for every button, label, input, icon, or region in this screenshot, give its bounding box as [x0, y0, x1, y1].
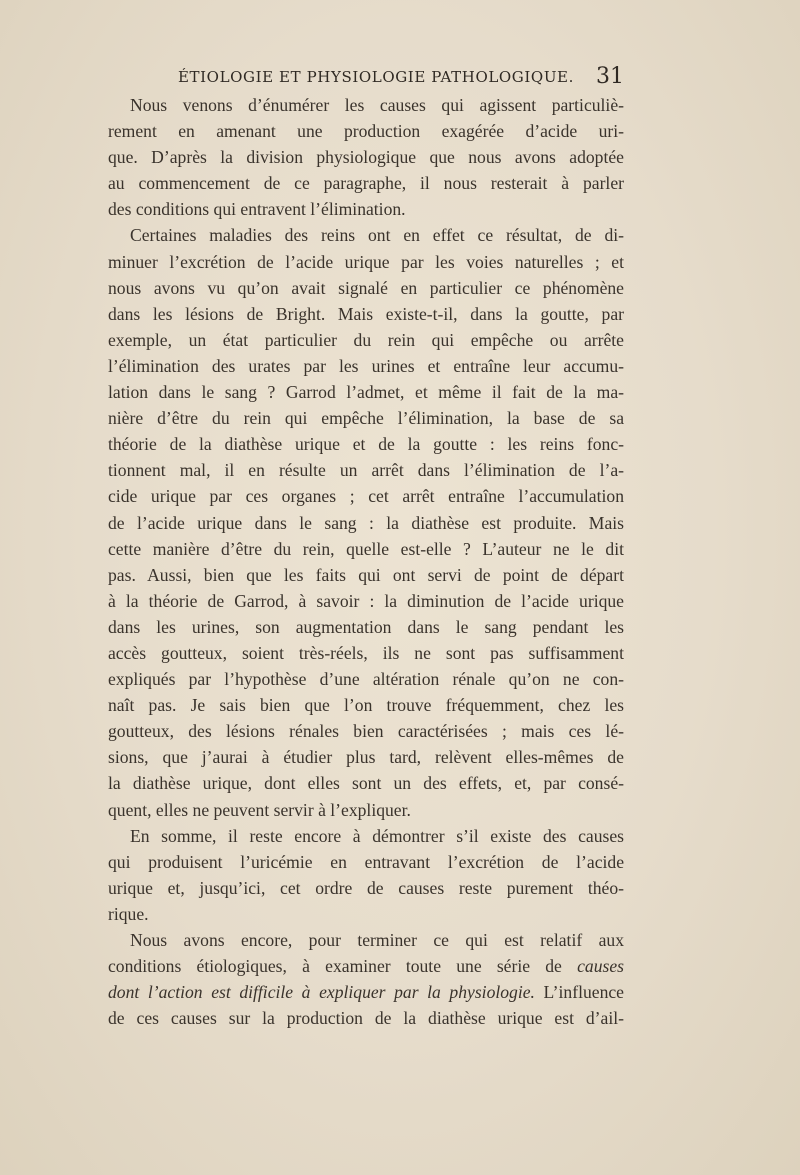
text-line: tionnent mal, il en résulte un arrêt dans l’élimination de l’a-: [108, 460, 624, 481]
text-line: naît pas. Je sais bien que l’on trouve fréquemment, chez les: [108, 695, 624, 716]
text-line-with-italic: [108, 979, 624, 1005]
text-line: pas. Aussi, bien que les faits qui ont servi de point de départ: [108, 564, 624, 585]
text-line: accès goutteux, soient très-réels, ils ne sont pas suffisamment: [108, 642, 624, 663]
text-line: Nous avons encore, pour terminer ce qui est relatif aux: [130, 930, 624, 950]
body-text: [108, 92, 624, 1031]
text-line: dans les urines, son augmentation dans le sang pendant les: [108, 616, 624, 637]
running-title: ÉTIOLOGIE ET PHYSIOLOGIE PATHOLOGIQUE.: [178, 68, 574, 86]
text-line: minuer l’excrétion de l’acide urique par les voies naturelles ; et: [108, 251, 624, 272]
text-line: goutteux, des lésions rénales bien caractérisées ; mais ces lé-: [108, 721, 624, 742]
text-line: théorie de la diathèse urique et de la goutte : les reins fonc-: [108, 434, 624, 455]
text-line: la diathèse urique, dont elles sont un des effets, et, par consé-: [108, 773, 624, 794]
text-line: nous avons vu qu’on avait signalé en particulier ce phénomène: [108, 277, 624, 298]
italic-text: dont l’action est difficile à expliquer par la physiologie.: [108, 982, 535, 1003]
text-line: qui produisent l’uricémie en entravant l’excrétion de l’acide: [108, 851, 624, 872]
text-line: exemple, un état particulier du rein qui empêche ou arrête: [108, 329, 624, 350]
text-line: dans les lésions de Bright. Mais existe-t-il, dans la goutte, par: [108, 303, 624, 324]
text-line: rique.: [108, 903, 149, 924]
page-number: 31: [596, 64, 624, 89]
text-line: l’élimination des urates par les urines et entraîne leur accumu-: [108, 355, 624, 376]
italic-text: causes: [577, 956, 624, 977]
line-text: conditions étiologiques, à examiner toute une série de: [108, 956, 578, 977]
text-line: de ces causes sur la production de la diathèse urique est d’ail-: [108, 1008, 624, 1029]
text-line-with-italic: [108, 953, 624, 979]
text-line: lation dans le sang ? Garrod l’admet, et même il fait de la ma-: [108, 382, 624, 403]
text-line: Certaines maladies des reins ont en effet ce résultat, de di-: [130, 225, 624, 246]
text-line: des conditions qui entravent l’élimination.: [108, 199, 406, 220]
text-line: rement en amenant une production exagérée d’acide uri-: [108, 121, 624, 142]
text-line: à la théorie de Garrod, à savoir : la diminution de l’acide urique: [108, 590, 624, 611]
text-line: cette manière d’être du rein, quelle est-elle ? L’auteur ne le dit: [108, 538, 624, 559]
text-line: urique et, jusqu’ici, cet ordre de causes reste purement théo-: [108, 877, 624, 898]
text-line: que. D’après la division physiologique que nous avons adoptée: [108, 147, 624, 168]
text-line: sions, que j’aurai à étudier plus tard, relèvent elles-mêmes de: [108, 747, 624, 768]
text-line: quent, elles ne peuvent servir à l’expliquer.: [108, 799, 411, 820]
text-line: au commencement de ce paragraphe, il nous resterait à parler: [108, 173, 624, 194]
text-line: cide urique par ces organes ; cet arrêt entraîne l’accumulation: [108, 486, 624, 507]
text-line: expliqués par l’hypothèse d’une altération rénale qu’on ne con-: [108, 669, 624, 690]
text-line: Nous venons d’énumérer les causes qui agissent particuliè-: [130, 95, 624, 115]
text-line: nière d’être du rein qui empêche l’élimination, la base de sa: [108, 408, 624, 429]
text-line: En somme, il reste encore à démontrer s’il existe des causes: [130, 825, 624, 846]
line-text: L’influence: [534, 982, 624, 1003]
text-line: de l’acide urique dans le sang : la diathèse est produite. Mais: [108, 512, 624, 533]
